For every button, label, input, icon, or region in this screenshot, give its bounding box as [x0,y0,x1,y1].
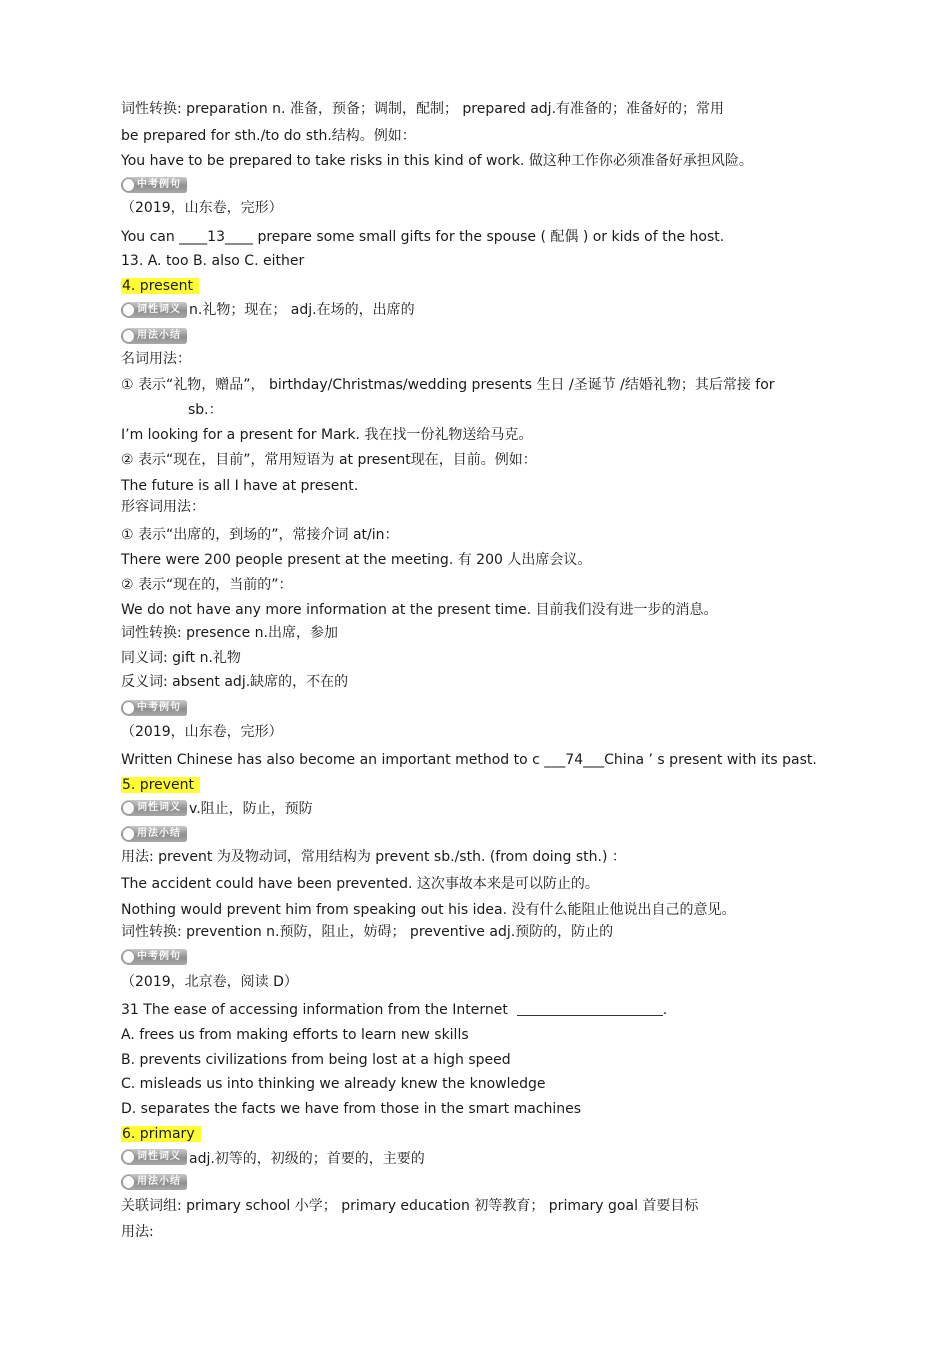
text-line: 用法: [121,1224,154,1240]
zhongkao-tag-icon [121,700,187,716]
text-line: 词性转换: prevention n.预防，阻止，妨碍； preventive adj.预防的，防止的 [121,924,614,940]
question-stem: 31 The ease of accessing information from the Internet . [121,1002,668,1018]
yongfa-tag-icon [121,826,187,842]
highlighted-word: 5. prevent [121,777,200,793]
text-line: The future is all I have at present. [121,478,359,494]
text-line: ② 表示“现在的，当前的”： [121,577,293,593]
highlighted-word: 6. primary [121,1126,201,1142]
text-line: n.礼物；现在； adj.在场的，出席的 [189,302,415,318]
text-line: You have to be prepared to take risks in this kind of work. 做这种工作你必须准备好承担风险。 [121,153,753,169]
text-line: （2019，北京卷，阅读 D） [121,974,298,990]
cixing-tag-icon [121,1149,187,1165]
tag-label: 用法小结 [137,828,181,839]
text-line: 同义词: gift n.礼物 [121,650,241,666]
yongfa-tag-icon [121,1174,187,1190]
option-c: C. misleads us into thinking we already knew the knowledge [121,1076,546,1092]
section-heading [121,776,200,794]
text-line: adj.初等的，初级的；首要的，主要的 [189,1151,425,1167]
text-line: 形容词用法： [121,499,205,515]
tag-label: 用法小结 [137,1176,181,1187]
text-line: ② 表示“现在，目前”，常用短语为 at present现在，目前。例如： [121,452,537,468]
text-line: 反义词: absent adj.缺席的，不在的 [121,674,349,690]
question-text: 31 The ease of accessing information from the Internet [121,1002,508,1018]
highlighted-word: 4. present [121,278,199,294]
text-line: ① 表示“礼物，赠品”， birthday/Christmas/wedding presents 生日 /圣诞节 /结婚礼物；其后常接 for [121,377,775,393]
text-line: 词性转换: preparation n. 准备，预备；调制，配制； prepared adj.有准备的；准备好的；常用 [121,101,725,117]
text-line: v.阻止，防止，预防 [189,801,313,817]
zhongkao-tag-icon [121,177,187,193]
answer-blank [517,1001,663,1016]
option-b: B. prevents civilizations from being lost at a high speed [121,1052,511,1068]
section-heading [121,277,199,295]
option-a: A. frees us from making efforts to learn new skills [121,1027,469,1043]
tag-label: 词性词义 [137,802,181,813]
text-line: Written Chinese has also become an important method to c ___74___China ’ s present with its past. [121,752,817,768]
text-line: be prepared for sth./to do sth.结构。例如： [121,128,416,144]
text-line: Nothing would prevent him from speaking out his idea. 没有什么能阻止他说出自己的意见。 [121,902,736,918]
tag-label: 中考例句 [137,702,181,713]
text-line: （2019，山东卷，完形） [121,200,283,216]
text-line: 用法: prevent 为及物动词，常用结构为 prevent sb./sth. (from doing sth.) ： [121,849,626,865]
tag-label: 词性词义 [137,1151,181,1162]
cixing-tag-icon [121,800,187,816]
text-line: We do not have any more information at the present time. 目前我们没有进一步的消息。 [121,602,718,618]
text-line: 13. A. too B. also C. either [121,253,305,269]
tag-label: 中考例句 [137,951,181,962]
text-line: 关联词组: primary school 小学； primary education 初等教育； primary goal 首要目标 [121,1198,699,1214]
text-line: sb.： [188,402,223,418]
option-d: D. separates the facts we have from those in the smart machines [121,1101,582,1117]
text-line: 名词用法： [121,351,191,367]
text-line: 词性转换: presence n.出席，参加 [121,625,338,641]
text-line: I’m looking for a present for Mark. 我在找一份礼物送给马克。 [121,427,533,443]
cixing-tag-icon [121,302,187,318]
text-line: （2019，山东卷，完形） [121,724,283,740]
text-line: ① 表示“出席的，到场的”，常接介词 at/in： [121,527,399,543]
section-heading [121,1125,201,1143]
text-line: You can ____13____ prepare some small gifts for the spouse ( 配偶 ) or kids of the host. [121,229,725,245]
text-line: There were 200 people present at the meeting. 有 200 人出席会议。 [121,552,592,568]
tag-label: 词性词义 [137,304,181,315]
yongfa-tag-icon [121,328,187,344]
zhongkao-tag-icon [121,949,187,965]
tag-label: 中考例句 [137,179,181,190]
text-line: The accident could have been prevented. 这次事故本来是可以防止的。 [121,876,599,892]
tag-label: 用法小结 [137,330,181,341]
